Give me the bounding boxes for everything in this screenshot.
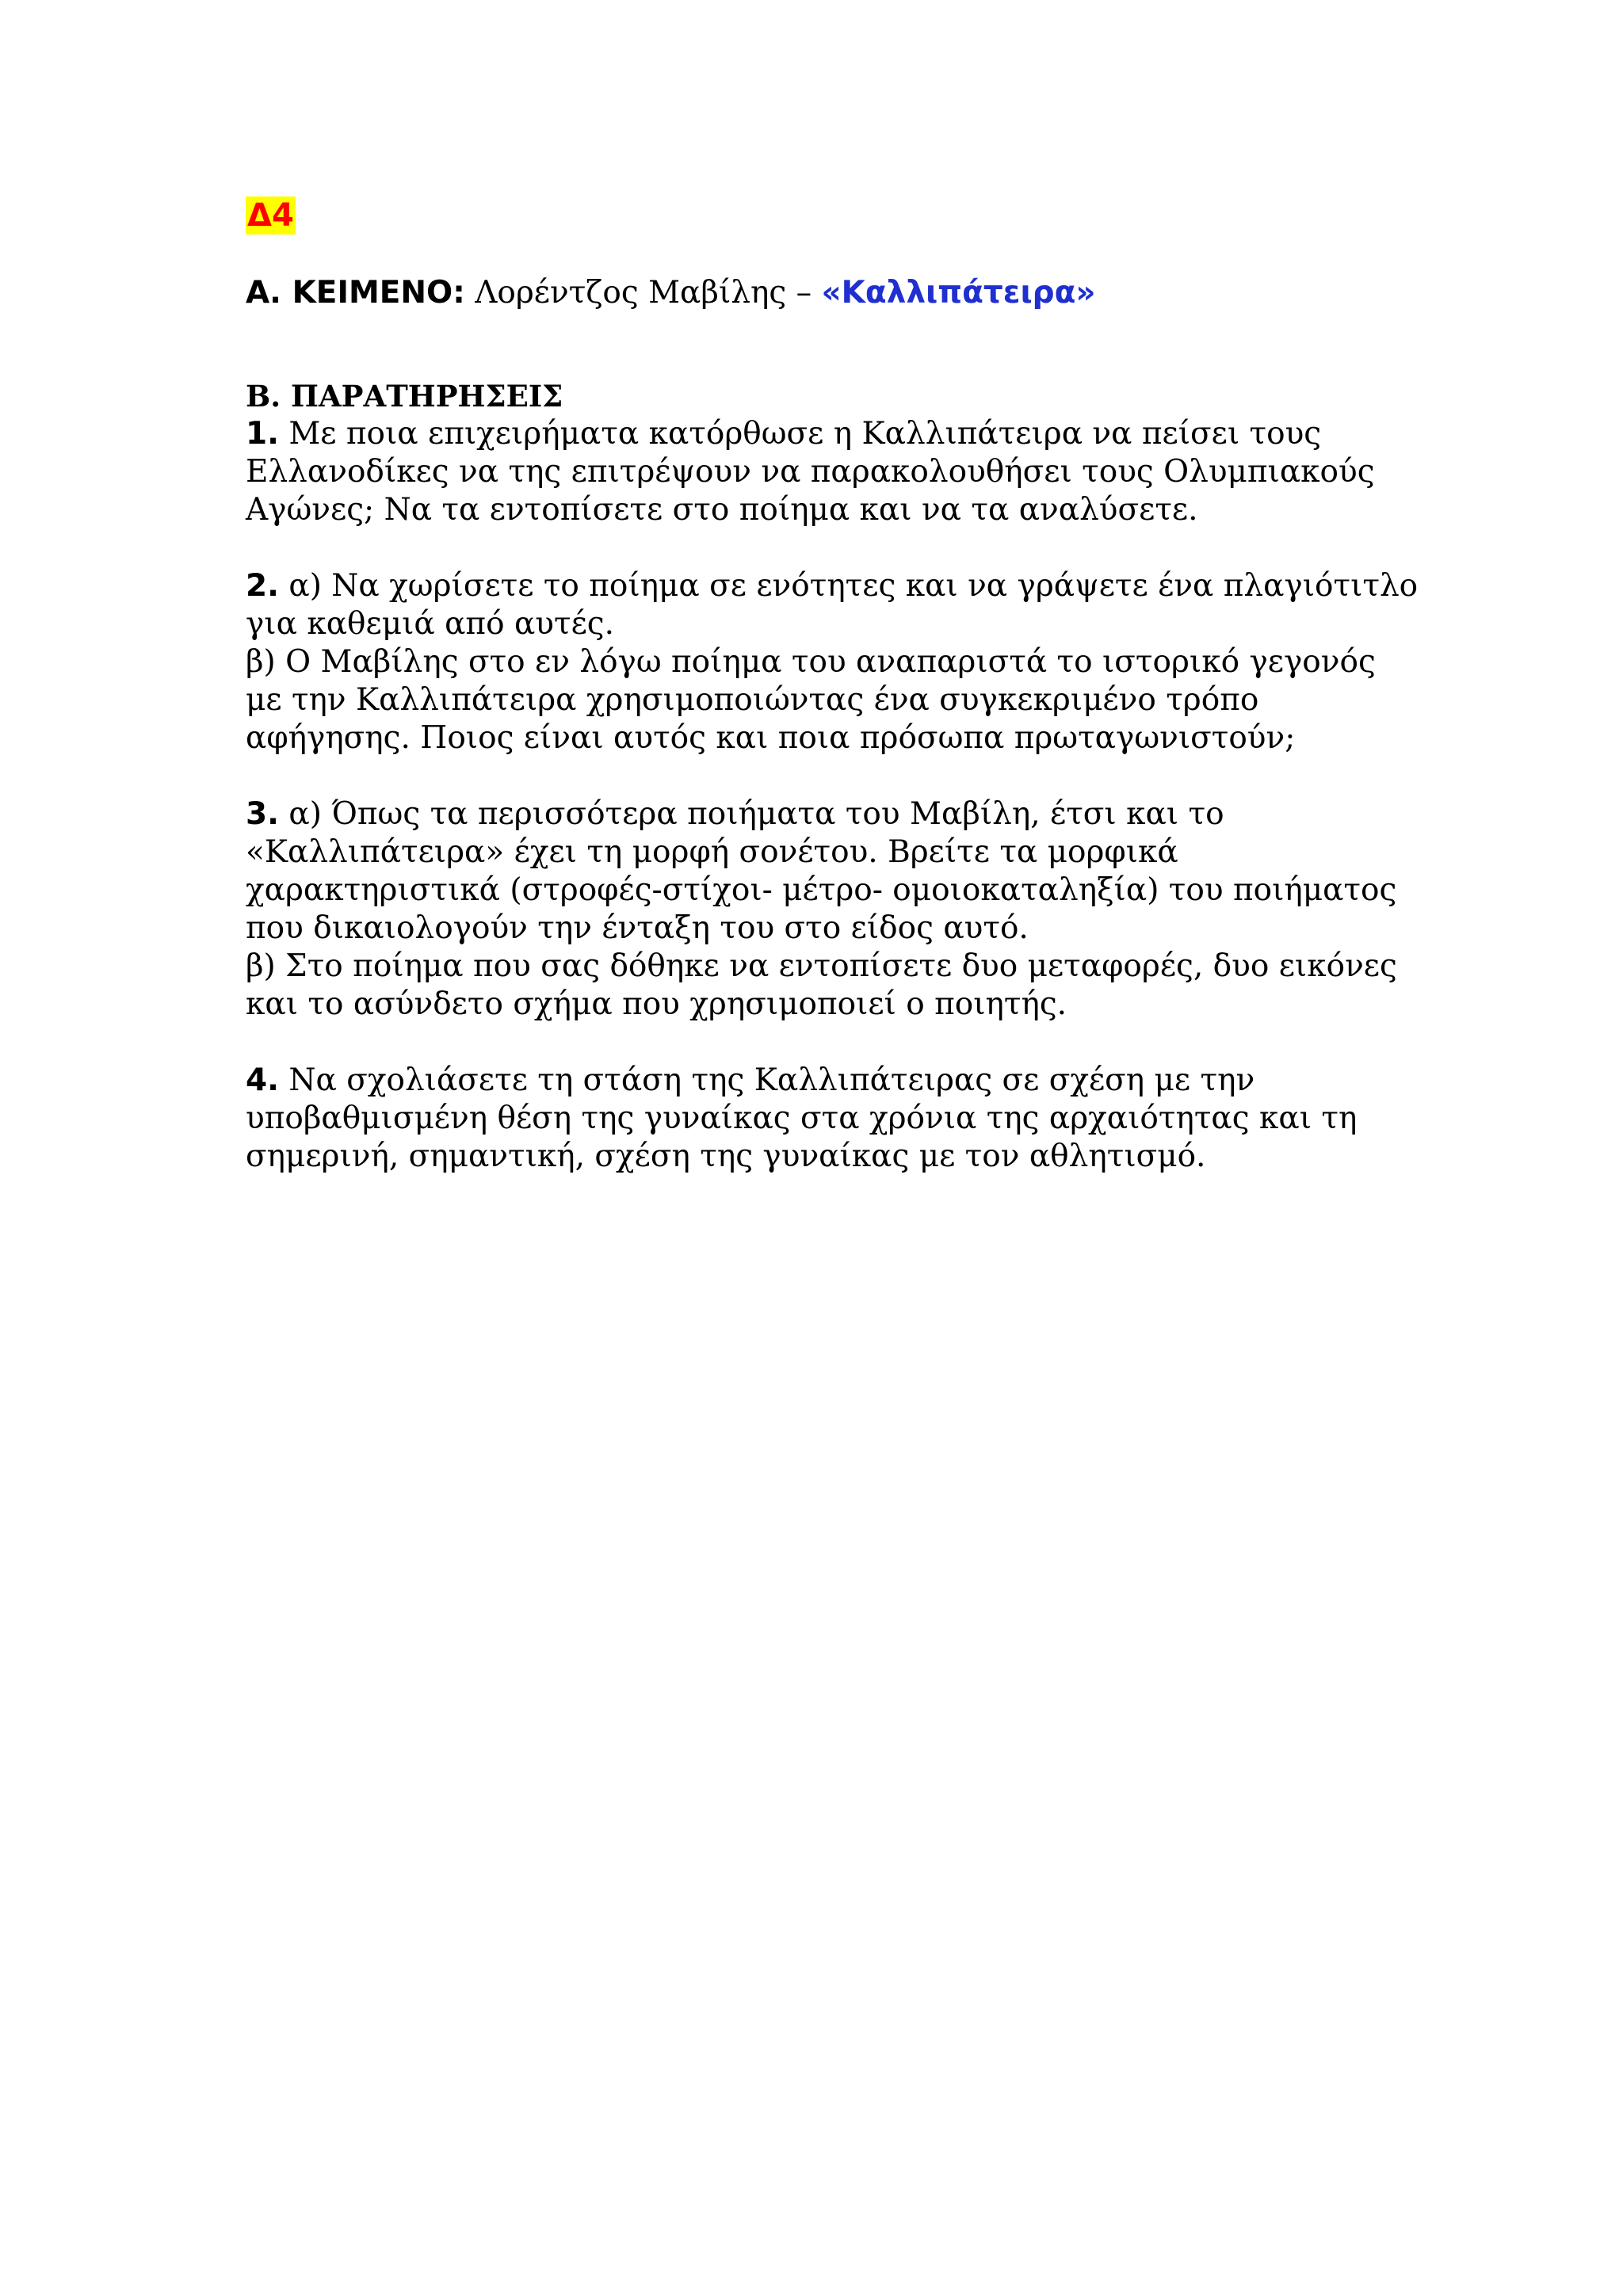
question-line: α) Να χωρίσετε το ποίημα σε ενότητες και να γράψετε ένα πλαγιότιτλο <box>288 568 1419 604</box>
question-line: α) Όπως τα περισσότερα ποιήματα του Μαβίλη, έτσι και το <box>288 796 1224 832</box>
question-number: 4. <box>246 1062 279 1098</box>
author-name: Λορέντζος Μαβίλης <box>475 275 787 311</box>
question-number: 2. <box>246 568 279 604</box>
question-line: χαρακτηριστικά (στροφές-στίχοι- μέτρο- ομοιοκαταληξία) του ποιήματος <box>246 872 1397 908</box>
question-line: αφήγησης. Ποιος είναι αυτός και ποια πρόσωπα πρωταγωνιστούν; <box>246 720 1296 756</box>
question-line: για καθεμιά από αυτές. <box>246 606 615 642</box>
document-tag: Δ4 <box>247 197 294 234</box>
question-1 <box>246 415 1403 529</box>
question-3 <box>246 795 1403 1024</box>
question-number: 1. <box>246 416 279 452</box>
question-line: β) Στο ποίημα που σας δόθηκε να εντοπίσετε δυο μεταφορές, δυο εικόνες <box>246 948 1397 984</box>
poem-title: «Καλλιπάτειρα» <box>821 275 1096 311</box>
question-line: Με ποια επιχειρήματα κατόρθωσε η Καλλιπάτειρα να πείσει τους <box>288 416 1322 452</box>
question-number: 3. <box>246 796 279 832</box>
question-line: Ελλανοδίκες να της επιτρέψουν να παρακολουθήσει τους Ολυμπιακούς <box>246 454 1375 490</box>
question-line: σημερινή, σημαντική, σχέση της γυναίκας με τον αθλητισμό. <box>246 1138 1206 1174</box>
question-line: υποβαθμισμένη θέση της γυναίκας στα χρόνια της αρχαιότητας και τη <box>246 1100 1358 1136</box>
question-2 <box>246 567 1419 757</box>
question-line: β) Ο Μαβίλης στο εν λόγω ποίημα του αναπαριστά το ιστορικό γεγονός <box>246 644 1376 680</box>
question-4 <box>246 1062 1403 1176</box>
section-b-heading: Β. ΠΑΡΑΤΗΡΗΣΕΙΣ <box>246 379 563 414</box>
document-page <box>246 196 1419 1176</box>
document-tag-row <box>246 196 1403 235</box>
question-line: και το ασύνδετο σχήμα που χρησιμοποιεί ο ποιητής. <box>246 986 1067 1022</box>
title-dash: – <box>796 275 812 311</box>
question-line: που δικαιολογούν την ένταξη του στο είδος αυτό. <box>246 910 1029 946</box>
section-a <box>246 274 1403 312</box>
question-line: «Καλλιπάτειρα» έχει τη μορφή σονέτου. Βρείτε τα μορφικά <box>246 834 1178 870</box>
question-line: με την Καλλιπάτειρα χρησιμοποιώντας ένα συγκεκριμένο τρόπο <box>246 682 1259 718</box>
question-line: Να σχολιάσετε τη στάση της Καλλιπάτειρας σε σχέση με την <box>288 1062 1255 1098</box>
question-line: Αγώνες; Να τα εντοπίσετε στο ποίημα και να τα αναλύσετε. <box>246 492 1198 528</box>
section-a-label: Α. ΚΕΙΜΕΝΟ: <box>246 275 465 311</box>
